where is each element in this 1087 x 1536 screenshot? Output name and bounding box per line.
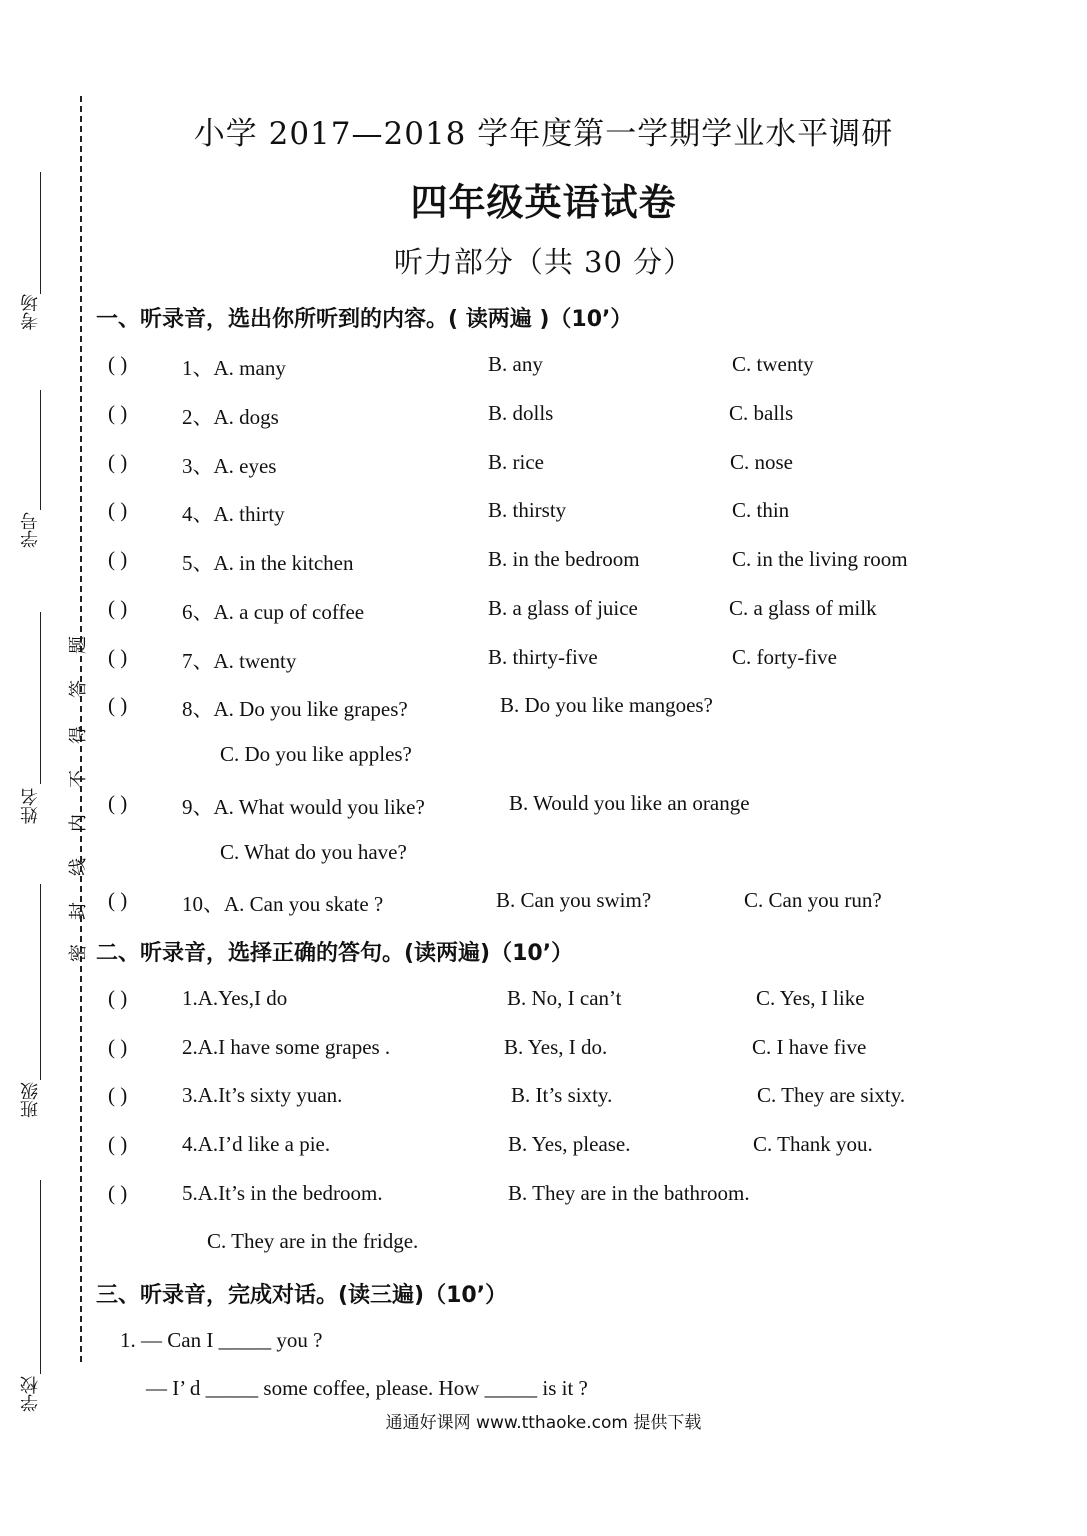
seal-char: 答: [68, 680, 89, 698]
option-c: C. forty-five: [732, 645, 837, 669]
section3-heading: 三、听录音，完成对话。(读三遍)（10’）: [96, 1283, 508, 1308]
option-c: C. They are sixty.: [757, 1083, 906, 1107]
option-a: 7、A. twenty: [182, 649, 297, 673]
option-c: C. Do you like apples?: [220, 742, 412, 766]
answer-paren[interactable]: ( ): [108, 888, 128, 912]
option-b: B. thirty-five: [488, 645, 598, 669]
option-c: C. twenty: [732, 352, 814, 376]
option-c: C. Thank you.: [753, 1132, 873, 1156]
dialogue-line-1: 1. — Can I _____ you ?: [120, 1328, 323, 1352]
option-b: B. No, I can’t: [507, 986, 622, 1010]
answer-paren[interactable]: ( ): [108, 450, 128, 474]
option-b: B. rice: [488, 450, 544, 474]
school-underline: [40, 1180, 41, 1374]
student-id-underline: [40, 390, 41, 510]
seal-char: 封: [68, 902, 89, 920]
answer-paren[interactable]: ( ): [108, 1132, 128, 1156]
footer-source: 通通好课网 www.tthaoke.com 提供下载: [385, 1413, 702, 1433]
option-c: C. Yes, I like: [756, 986, 865, 1010]
option-b: B. It’s sixty.: [511, 1083, 613, 1107]
seal-char: 线: [68, 858, 89, 876]
section2-heading: 二、听录音，选择正确的答句。(读两遍)（10’）: [96, 941, 574, 966]
seal-char: 不: [68, 770, 89, 788]
answer-paren[interactable]: ( ): [108, 791, 128, 815]
option-c: C. They are in the fridge.: [207, 1229, 419, 1253]
answer-paren[interactable]: ( ): [108, 498, 128, 522]
option-b: B. dolls: [488, 401, 554, 425]
answer-paren[interactable]: ( ): [108, 1083, 128, 1107]
school-label: 学校: [20, 1376, 41, 1412]
answer-paren[interactable]: ( ): [108, 1181, 128, 1205]
option-a: 10、A. Can you skate ?: [182, 892, 384, 916]
seal-char: 题: [68, 636, 89, 654]
option-b: B. a glass of juice: [488, 596, 638, 620]
option-a: 3.A.It’s sixty yuan.: [182, 1083, 343, 1107]
seal-char: 内: [68, 814, 89, 832]
option-a: 5.A.It’s in the bedroom.: [182, 1181, 383, 1205]
option-c: C. in the living room: [732, 547, 908, 571]
dialogue-line-2: — I’ d _____ some coffee, please. How _____ is it ?: [146, 1376, 588, 1400]
option-c: C. balls: [729, 401, 794, 425]
name-label: 姓名: [20, 788, 41, 824]
option-a: 5、A. in the kitchen: [182, 551, 354, 575]
option-c: C. thin: [732, 498, 790, 522]
option-c: C. Can you run?: [744, 888, 882, 912]
answer-paren[interactable]: ( ): [108, 352, 128, 376]
answer-paren[interactable]: ( ): [108, 986, 128, 1010]
class-label: 班级: [20, 1082, 41, 1118]
option-b: B. Can you swim?: [496, 888, 652, 912]
option-c: C. I have five: [752, 1035, 867, 1059]
option-c: C. What do you have?: [220, 840, 407, 864]
exam-title: 小学 2017—2018 学年度第一学期学业水平调研: [193, 116, 894, 152]
option-a: 9、A. What would you like?: [182, 795, 425, 819]
option-b: B. in the bedroom: [488, 547, 640, 571]
student-id-label: 学号: [20, 512, 41, 548]
option-b: B. Do you like mangoes?: [500, 693, 713, 717]
seal-char: 密: [68, 944, 89, 962]
option-c: C. nose: [730, 450, 793, 474]
option-a: 4.A.I’d like a pie.: [182, 1132, 331, 1156]
option-b: B. any: [488, 352, 543, 376]
answer-paren[interactable]: ( ): [108, 645, 128, 669]
option-b: B. Yes, I do.: [504, 1035, 608, 1059]
option-a: 4、A. thirty: [182, 502, 285, 526]
exam-room-label: 考场: [20, 294, 41, 330]
option-b: B. Yes, please.: [508, 1132, 631, 1156]
section1-heading: 一、听录音，选出你所听到的内容。( 读两遍 )（10’）: [96, 307, 633, 332]
listening-part-title: 听力部分（共 30 分）: [393, 245, 694, 279]
seal-char: 得: [68, 726, 89, 744]
name-underline: [40, 612, 41, 784]
answer-paren[interactable]: ( ): [108, 401, 128, 425]
answer-paren[interactable]: ( ): [108, 596, 128, 620]
option-a: 2、A. dogs: [182, 405, 279, 429]
class-underline: [40, 884, 41, 1080]
answer-paren[interactable]: ( ): [108, 547, 128, 571]
exam-subtitle: 四年级英语试卷: [410, 181, 677, 224]
option-a: 1、A. many: [182, 356, 286, 380]
option-a: 2.A.I have some grapes .: [182, 1035, 391, 1059]
option-b: B. They are in the bathroom.: [508, 1181, 750, 1205]
option-b: B. thirsty: [488, 498, 567, 522]
answer-paren[interactable]: ( ): [108, 1035, 128, 1059]
option-c: C. a glass of milk: [729, 596, 877, 620]
option-a: 1.A.Yes,I do: [182, 986, 288, 1010]
option-b: B. Would you like an orange: [509, 791, 750, 815]
option-a: 8、A. Do you like grapes?: [182, 697, 408, 721]
option-a: 6、A. a cup of coffee: [182, 600, 365, 624]
option-a: 3、A. eyes: [182, 454, 277, 478]
answer-paren[interactable]: ( ): [108, 693, 128, 717]
